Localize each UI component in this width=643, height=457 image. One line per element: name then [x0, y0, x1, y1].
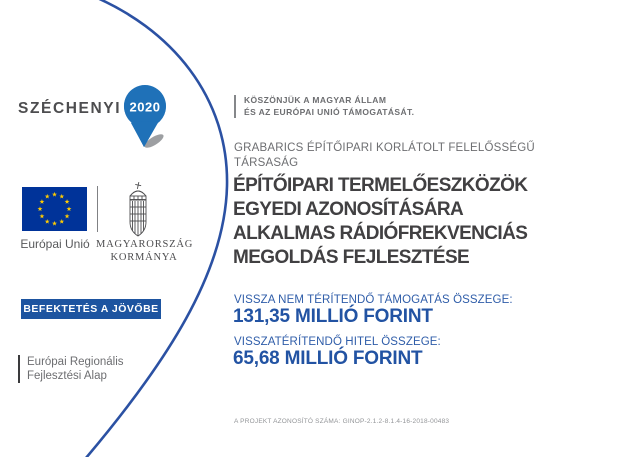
company-name	[234, 141, 535, 170]
szechenyi-2020-pin-logo	[123, 85, 171, 151]
project-title-line1: ÉPÍTŐIPARI TERMELŐESZKÖZÖK	[233, 175, 528, 196]
szechenyi-wordmark: SZÉCHENYI	[18, 100, 122, 117]
project-id: A PROJEKT AZONOSÍTÓ SZÁMA: GINOP-2.1.2-8.1.4-16-2018-00483	[234, 418, 450, 425]
investment-badge: BEFEKTETÉS A JÖVŐBE	[21, 299, 161, 319]
eu-flag-caption: Európai Unió	[20, 237, 90, 251]
pin-year-label: 2020	[129, 99, 161, 115]
project-title	[233, 174, 527, 270]
fund-label	[27, 355, 124, 383]
project-title-line2: EGYEDI AZONOSÍTÁSÁRA	[233, 199, 464, 220]
eu-flag	[22, 187, 87, 231]
logo-divider	[97, 186, 98, 232]
thanks-line1: KÖSZÖNJÜK A MAGYAR ÁLLAM	[244, 95, 387, 105]
fund-label-line2: Fejlesztési Alap	[27, 370, 107, 382]
fund-label-line1: Európai Regionális	[27, 356, 124, 368]
fund-left-bar	[18, 355, 20, 383]
hungary-coat-of-arms-icon	[121, 181, 155, 238]
company-name-line1: GRABARICS ÉPÍTŐIPARI KORLÁTOLT FELELŐSSÉGŰ	[234, 142, 535, 154]
thanks-note	[234, 95, 414, 118]
fund-block	[18, 355, 124, 383]
government-label	[96, 239, 192, 264]
company-name-line2: TÁRSASÁG	[234, 156, 299, 169]
grant-amount: 131,35 MILLIÓ FORINT	[233, 306, 433, 327]
project-title-line3: ALKALMAS RÁDIÓFREKVENCIÁS	[233, 223, 528, 244]
grant-label: VISSZA NEM TÉRÍTENDŐ TÁMOGATÁS ÖSSZEGE:	[234, 294, 513, 306]
thanks-line2: ÉS AZ EURÓPAI UNIÓ TÁMOGATÁSÁT.	[244, 106, 415, 117]
loan-label: VISSZATÉRÍTENDŐ HITEL ÖSSZEGE:	[234, 336, 441, 348]
project-title-line4: MEGOLDÁS FEJLESZTÉSE	[233, 247, 470, 268]
government-label-line2: KORMÁNYA	[110, 251, 178, 263]
government-label-line1: MAGYARORSZÁG	[96, 239, 194, 250]
loan-amount: 65,68 MILLIÓ FORINT	[233, 348, 423, 369]
